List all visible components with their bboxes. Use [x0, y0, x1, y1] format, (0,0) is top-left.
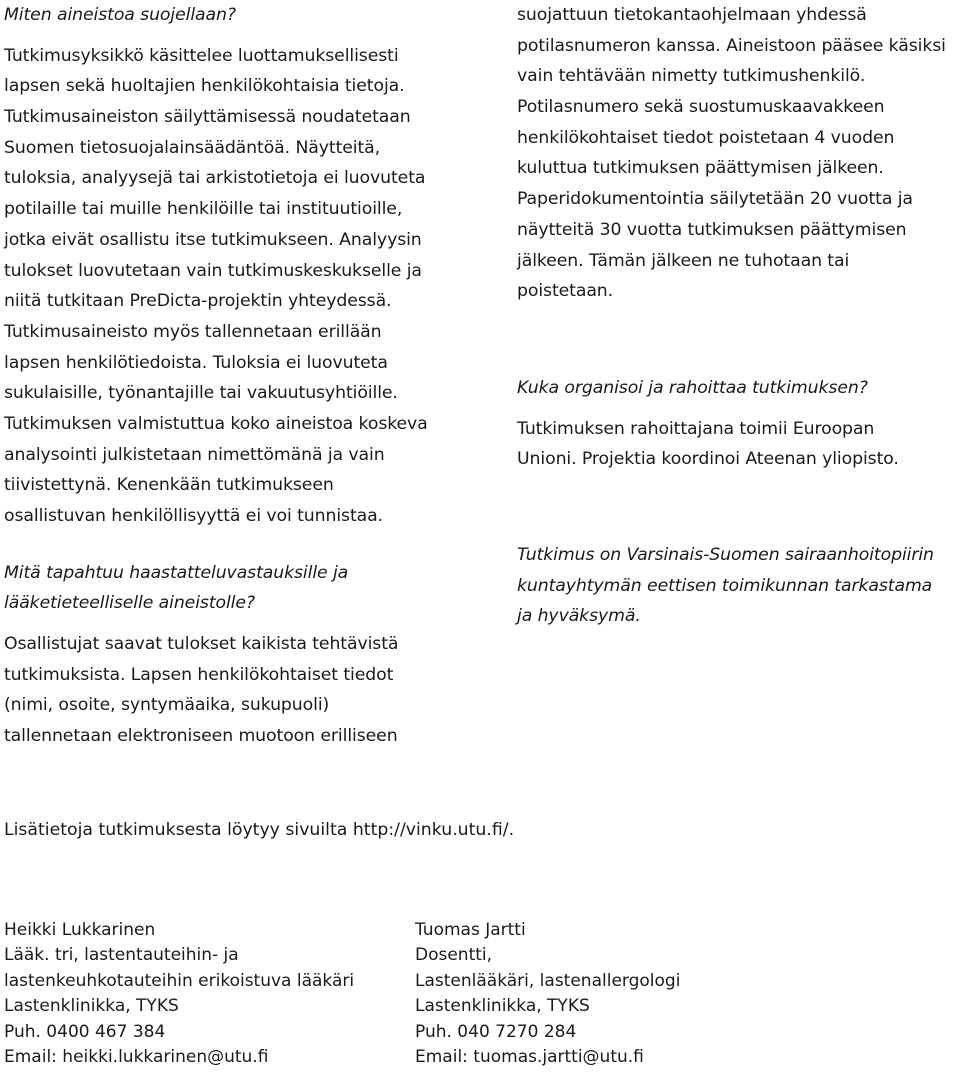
contact-card: [4, 918, 404, 1070]
paragraph-line: tutkimuksista. Lapsen henkilökohtaiset tiedot: [4, 664, 394, 685]
paragraph-line: Tutkimusyksikkö käsittelee luottamuksellisesti: [4, 45, 399, 66]
paragraph-line: potilasnumeron kanssa. Aineistoon pääsee käsiksi: [517, 35, 946, 56]
ethics-line: Tutkimus on Varsinais-Suomen sairaanhoitopiirin: [517, 544, 934, 565]
paragraph-line: lapsen sekä huoltajien henkilökohtaisia tietoja.: [4, 76, 405, 97]
ethics-approval-note: [517, 540, 960, 632]
contact-phone: Puh. 040 7270 284: [415, 1021, 577, 1042]
paragraph-line: jotka eivät osallistu itse tutkimukseen. Analyysin: [4, 229, 422, 250]
section-heading-protection: Miten aineistoa suojellaan?: [4, 5, 236, 25]
continuation-paragraph: [517, 0, 960, 307]
heading-line: lääketieteelliselle aineistolle?: [4, 593, 255, 614]
contact-card: [415, 918, 815, 1070]
paragraph-line: kuluttua tutkimuksen päättymisen jälkeen.: [517, 158, 884, 179]
paragraph-line: Suomen tietosuojalainsäädäntöä. Näytteitä,: [4, 137, 381, 158]
contact-name: Heikki Lukkarinen: [4, 920, 156, 940]
contact-title: Dosentti,: [415, 945, 493, 966]
paragraph-line: tiivistettynä. Kenenkään tutkimukseen: [4, 475, 334, 496]
more-info-text: Lisätietoja tutkimuksesta löytyy sivuilta http://vinku.utu.fi/.: [4, 820, 515, 840]
paragraph-line: Potilasnumero sekä suostumuskaavakkeen: [517, 97, 885, 118]
paragraph-line: Tutkimuksen rahoittajana toimii Euroopan: [517, 418, 875, 439]
paragraph-line: lapsen henkilötiedoista. Tuloksia ei luovuteta: [4, 352, 388, 373]
section-heading-funding: Kuka organisoi ja rahoittaa tutkimuksen?: [517, 377, 868, 398]
contact-clinic: Lastenklinikka, TYKS: [4, 996, 179, 1017]
contact-email: Email: heikki.lukkarinen@utu.fi: [4, 1046, 269, 1067]
paragraph-line: potilaille tai muille henkilöille tai instituutioille,: [4, 199, 403, 220]
paragraph-line: Osallistujat saavat tulokset kaikista tehtävistä: [4, 634, 399, 655]
paragraph-line: Paperidokumentointia säilytetään 20 vuotta ja: [517, 189, 913, 210]
paragraph-line: Tutkimusaineisto myös tallennetaan erillään: [4, 321, 382, 342]
paragraph-line: tulokset luovutetaan vain tutkimuskeskukselle ja: [4, 260, 422, 281]
paragraph-line: osallistuvan henkilöllisyyttä ei voi tunnistaa.: [4, 506, 383, 526]
paragraph-line: henkilökohtaiset tiedot poistetaan 4 vuoden: [517, 127, 895, 148]
paragraph-line: tallennetaan elektroniseen muotoon erilliseen: [4, 726, 398, 747]
paragraph-line: suojattuun tietokantaohjelmaan yhdessä: [517, 5, 867, 25]
paragraph-line: sukulaisille, työnantajille tai vakuutusyhtiöille.: [4, 383, 398, 404]
paragraph-line: niitä tutkitaan PreDicta-projektin yhteydessä.: [4, 291, 392, 312]
funding-paragraph: [517, 414, 960, 475]
contact-name: Tuomas Jartti: [415, 920, 526, 940]
paragraph-line: jälkeen. Tämän jälkeen ne tuhotaan tai: [517, 250, 850, 271]
contact-specialty: lastenkeuhkotauteihin erikoistuva lääkäri: [4, 970, 355, 991]
paragraph-line: analysointi julkistetaan nimettömänä ja vain: [4, 444, 385, 465]
ethics-line: kuntayhtymän eettisen toimikunnan tarkastama: [517, 575, 933, 596]
contact-phone: Puh. 0400 467 384: [4, 1021, 166, 1042]
contact-clinic: Lastenklinikka, TYKS: [415, 996, 590, 1017]
protection-paragraph: [4, 41, 474, 532]
right-column: [517, 0, 960, 632]
paragraph-line: Tutkimuksen valmistuttua koko aineistoa koskeva: [4, 413, 428, 434]
data-handling-paragraph: [4, 629, 474, 752]
ethics-line: ja hyväksymä.: [517, 606, 641, 627]
contact-email: Email: tuomas.jartti@utu.fi: [415, 1046, 644, 1067]
paragraph-line: vain tehtävään nimetty tutkimushenkilö.: [517, 66, 866, 87]
paragraph-line: Unioni. Projektia koordinoi Ateenan yliopisto.: [517, 449, 899, 470]
contact-title: Lääk. tri, lastentauteihin- ja: [4, 945, 239, 966]
paragraph-line: Tutkimusaineiston säilyttämisessä noudatetaan: [4, 107, 411, 128]
left-column: [4, 0, 474, 752]
paragraph-line: poistetaan.: [517, 281, 614, 302]
paragraph-line: näytteitä 30 vuotta tutkimuksen päättymisen: [517, 219, 907, 240]
section-heading-data-handling: [4, 558, 474, 619]
paragraph-line: (nimi, osoite, syntymäaika, sukupuoli): [4, 695, 330, 716]
paragraph-line: tuloksia, analyysejä tai arkistotietoja ei luovuteta: [4, 168, 426, 189]
heading-line: Mitä tapahtuu haastatteluvastauksille ja: [4, 562, 349, 583]
contact-specialty: Lastenlääkäri, lastenallergologi: [415, 970, 681, 991]
